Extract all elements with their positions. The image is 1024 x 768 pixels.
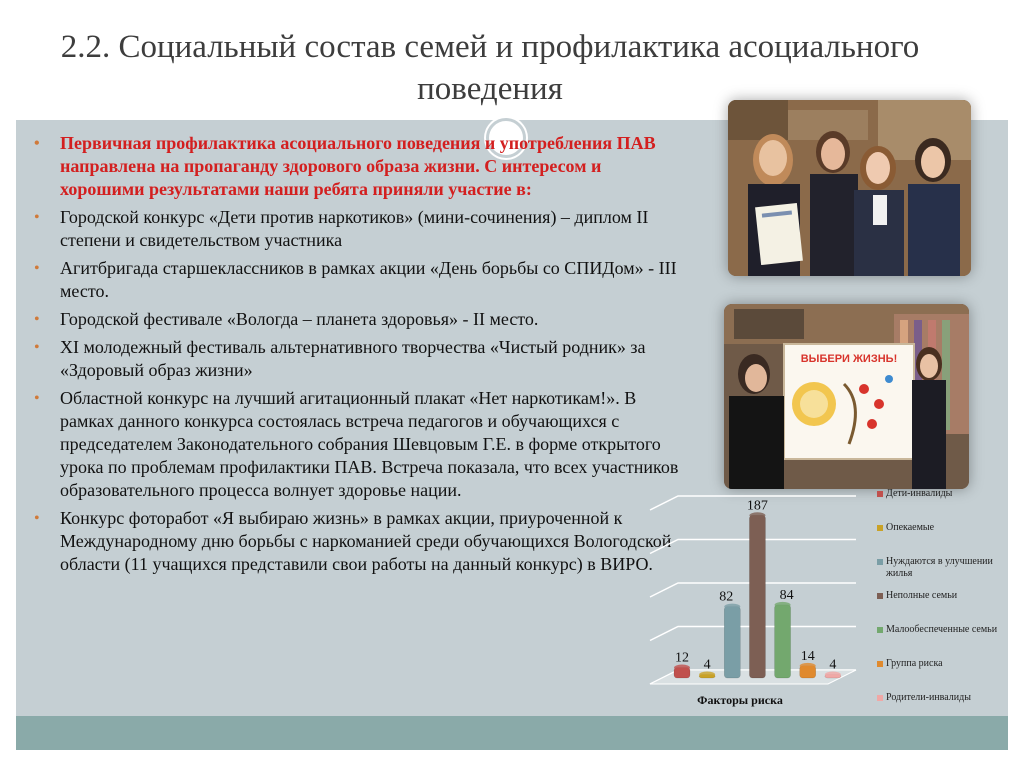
poster-title: ВЫБЕРИ ЖИЗНЬ! <box>800 353 898 365</box>
legend-label: Малообеспеченные семьи <box>886 624 998 635</box>
bullet-ul <box>34 132 682 576</box>
photo-group-poster <box>724 304 969 489</box>
bar-value-label: 84 <box>779 587 794 603</box>
legend-item <box>877 522 1007 556</box>
legend-label: Дети-инвалиды <box>886 488 953 499</box>
bar-value-label: 187 <box>746 498 768 514</box>
bottom-bar <box>16 716 1008 750</box>
chart-legend <box>877 488 1007 726</box>
legend-item <box>877 624 1007 658</box>
bar-value-label: 12 <box>675 650 689 666</box>
legend-label: Группа риска <box>886 658 943 669</box>
legend-item <box>877 556 1007 590</box>
bar-value-label: 4 <box>829 657 837 673</box>
bullet-item: • XI молодежный фестиваль альтернативного творчества «Чистый родник» за «Здоровый образ жизни» <box>60 336 682 382</box>
photo2-illustration <box>724 304 969 489</box>
legend-swatch <box>877 593 883 599</box>
bullet-item: • Конкурс фоторабот «Я выбираю жизнь» в рамках акции, приуроченной к Международному дню борьбы с наркоманией среди обучающихся Вологодской области (11 учащихся представили свои работы на данный конкурс) в ВИРО. <box>60 507 682 576</box>
bar <box>724 607 740 678</box>
bar <box>749 515 765 678</box>
legend-swatch <box>877 525 883 531</box>
bullet-list <box>34 132 682 581</box>
legend-swatch <box>877 661 883 667</box>
slide-title: 2.2. Социальный состав семей и профилактика асоциального поведения <box>60 29 920 107</box>
bullet-item: • Городской конкурс «Дети против наркотиков» (мини-сочинения) – диплом II степени и свидетельством участника <box>60 206 682 252</box>
legend-label: Неполные семьи <box>886 590 958 601</box>
bullet-item: • Городской фестивале «Вологда – планета здоровья» - II место. <box>60 308 682 331</box>
legend-item <box>877 488 1007 522</box>
legend-label: Родители-инвалиды <box>886 692 971 703</box>
legend-item <box>877 658 1007 692</box>
legend-label: Нуждаются в улучшении жилья <box>886 556 993 579</box>
legend-item <box>877 692 1007 726</box>
bullet-item: • Агитбригада старшеклассников в рамках акции «День борьбы со СПИДом» - III место. <box>60 257 682 303</box>
bar-value-label: 14 <box>800 648 815 664</box>
legend-item <box>877 590 1007 624</box>
legend-swatch <box>877 491 883 497</box>
bar-value-label: 82 <box>719 589 734 605</box>
bar-value-label: 4 <box>703 657 711 673</box>
bullet-item: • Областной конкурс на лучший агитационный плакат «Нет наркотикам!». В рамках данного конкурса состоялась встреча педагогов и обучающихся с председателем Законодательного собрания Шевцовым Г.Е. в форме открытого урока по проблемам профилактики ПАВ. Встреча показала, что всех участников образовательного процесса волнует здоровье нации. <box>60 387 682 502</box>
bullet-item: • Первичная профилактика асоциального поведения и употребления ПАВ направлена на пропаганду здорового образа жизни. С интересом и хорошими результатами наши ребята приняли участие в: <box>60 132 682 201</box>
legend-swatch <box>877 695 883 701</box>
legend-label: Опекаемые <box>886 522 935 533</box>
legend-swatch <box>877 627 883 633</box>
legend-swatch <box>877 559 883 565</box>
photo1-illustration <box>728 100 971 276</box>
chart-bars <box>674 512 841 678</box>
bar <box>775 605 791 678</box>
chart-x-axis-label: Факторы риска <box>697 693 783 707</box>
photo-group-diploma <box>728 100 971 276</box>
